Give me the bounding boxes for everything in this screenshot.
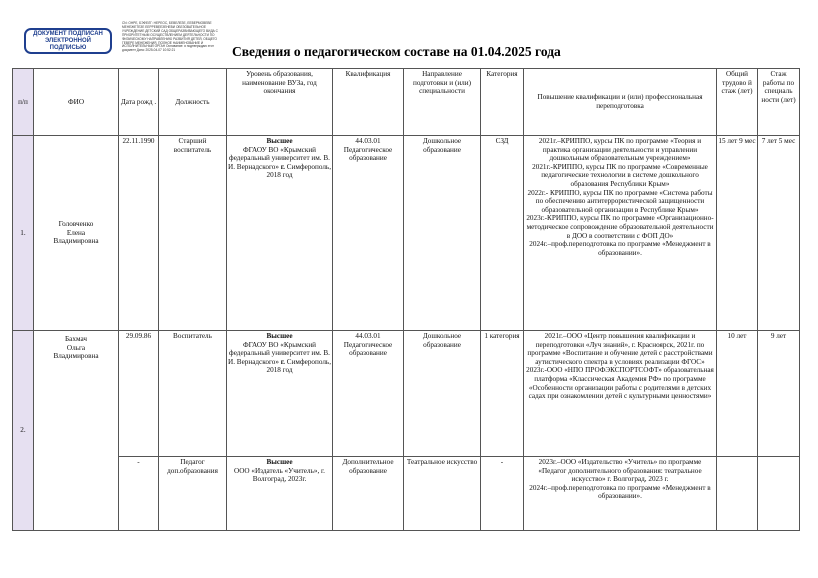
training-item: 2023г.-ООО «НПО ПРОФЭКСПОРТСОФТ» образовательная платформа «Классическая Академия РФ» по программе «Особенности организации работы с родителями в детских садах при ознакомлении детей с культурными ценностями» — [526, 366, 714, 401]
position: Старший воспитатель — [159, 136, 227, 331]
education-institution: ФГАОУ ВО «Крымский федеральный университет им. В. И. Вернадского» — [228, 145, 330, 171]
staff-table — [12, 68, 800, 531]
header-birth: Дата рожд . — [119, 69, 159, 136]
total-experience: 10 лет — [717, 331, 758, 457]
education-city-year: Симферополь, 2018 год — [266, 357, 332, 375]
stamp-line-2: ЭЛЕКТРОННОЙ ПОДПИСЬЮ — [45, 37, 91, 51]
specialty-experience: 9 лет — [758, 331, 800, 457]
category: СЗД — [481, 136, 524, 331]
header-education: Уровень образования, наименование ВУЗа, год окончания — [227, 69, 333, 136]
total-experience: 15 лет 9 мес — [717, 136, 758, 331]
education — [227, 136, 333, 331]
row-number: 2. — [13, 331, 34, 531]
training — [524, 457, 717, 531]
electronic-signature-stamp — [24, 28, 112, 54]
education-g: г. — [280, 162, 285, 171]
header-category: Категория — [481, 69, 524, 136]
qualification — [333, 136, 404, 331]
education-level: Высшее — [266, 332, 293, 340]
header-qualification: Квалификация — [333, 69, 404, 136]
direction: Дошкольное образование — [404, 136, 481, 331]
header-fio: ФИО — [34, 69, 119, 136]
qualification-code: 44.03.01 — [355, 137, 381, 145]
qualification-name: Педагогическое образование — [343, 145, 393, 163]
header-position: Должность — [159, 69, 227, 136]
training — [524, 136, 717, 331]
direction: Театральное искусство — [404, 457, 481, 531]
birth-date: 29.09.86 — [119, 331, 159, 457]
table-row — [13, 457, 800, 531]
table-row — [13, 136, 800, 331]
surname: Бахмач — [65, 335, 87, 343]
training — [524, 331, 717, 457]
education — [227, 331, 333, 457]
education — [227, 457, 333, 531]
qualification-name: Педагогическое образование — [343, 340, 393, 358]
stamp-line-1: ДОКУМЕНТ ПОДПИСАН — [33, 30, 103, 37]
header-total-experience: Общий трудово й стаж (лет) — [717, 69, 758, 136]
education-institution: ФГАОУ ВО «Крымский федеральный университет им. В. И. Вернадского» — [228, 340, 330, 366]
training-item: 2021г.–КРИППО, курсы ПК по программе «Теория и практика организации деятельности и управлении дошкольным образовательным учреждением» — [538, 137, 702, 163]
training-item: 2021г.–ООО «Центр повышения квалификации и переподготовки «Луч знаний», г. Красноярск, 2021г. по программе «Воспитание и обучение детей с расстройствами аутистического спектра в условиях реализации ФГОС» — [527, 332, 713, 366]
employee-name — [34, 136, 119, 331]
category: 1 категория — [481, 331, 524, 457]
header-training: Повышение квалификации и (или) профессиональная переподготовка — [524, 69, 717, 136]
qualification-code: 44.03.01 — [355, 332, 381, 340]
category: - — [481, 457, 524, 531]
education-city-year: Симферополь, 2018 год — [266, 162, 332, 180]
education-g: г. — [280, 357, 285, 366]
education-institution: ООО «Издатель «Учитель», г. Волгоград, 2023г. — [234, 466, 325, 484]
total-experience — [717, 457, 758, 531]
row-number: 1. — [13, 136, 34, 331]
direction: Дошкольное образование — [404, 331, 481, 457]
birth-date: 22.11.1990 — [119, 136, 159, 331]
qualification-name: Дополнительное образование — [342, 458, 394, 475]
employee-name — [34, 331, 119, 531]
qualification — [333, 457, 404, 531]
patronymic: Владимировна — [53, 352, 99, 361]
training-item: 2022г.- КРИППО, курсы ПК по программе «Система работы по обеспечению антитеррористической защищенности образовательной организации в Республике Крым» — [527, 188, 713, 214]
table-header-row — [13, 69, 800, 136]
specialty-experience — [758, 457, 800, 531]
header-specialty-experience: Стаж работы по специаль ности (лет) — [758, 69, 800, 136]
birth-date: - — [119, 457, 159, 531]
patronymic: Владимировна — [53, 237, 99, 246]
training-item: 2024г.–проф.переподготовка по программе «Менеджмент в образовании». — [529, 240, 711, 257]
training-item: 2023г.-КРИППО, курсы ПК по программе «Организационно-методическое сопровождение образовательной деятельности в ДОО в соответствии с ФОП ДО» — [526, 214, 714, 240]
header-direction: Направление подготовки и (или) специальности — [404, 69, 481, 136]
first-name: Ольга — [66, 343, 86, 352]
qualification — [333, 331, 404, 457]
training-item: 2024г.–проф.переподготовка по программе «Менеджмент в образовании». — [529, 483, 711, 501]
first-name: Елена — [66, 228, 86, 237]
surname: Головченко — [58, 220, 94, 229]
table-row — [13, 331, 800, 457]
education-level: Высшее — [266, 458, 293, 466]
header-num: п/п — [13, 69, 34, 136]
specialty-experience: 7 лет 5 мес — [758, 136, 800, 331]
position: Воспитатель — [159, 331, 227, 457]
position: Педагог доп.образования — [159, 457, 227, 531]
training-item: 2023г.–ООО «Издательство «Учитель» по программе «Педагог дополнительного образования: театральное искусство» г. Волгоград, 2023 г. — [538, 458, 702, 484]
education-level: Высшее — [266, 137, 293, 145]
signature-details: CN: ОНРЕ, БЭФЕЛГ: НЕРЕОС, БЕВЕЛЕЗЕ, ЕЕВЕРМОВЕВЕ МЕНЕЖЕТЕЗЕ ЕЕРРЕВЕЕЗЕНЕВИ ОБЕЗОВАТЕЛЬНОЕ УЧРЕЖДЕНИЕ ДЕТСКИЙ САД ОБЩЕРАЗВИВАЮЩЕГО ВИДА С ПРИОРИТЕТНЫМ ОСУЩЕСТВЛЕНИЕМ ДЕЯТЕЛЬНОСТИ ПО ФИЗИЧЕСКОМУ НАПРАВЛЕНИЮ РАЗВИТИЯ ДЕТЕЙ, ОБЩЕГО ГЕВЕРЕ МЕНЕЖЕНИЯ, ПОЛНОЕ НАИМЕНОВАНИЕ И ИСПОЛНИТЕЛЬНЫЙ ОРГАН Основание: я подтверждаю этот документ Дата: 2025-04-07 10:52:21 — [122, 21, 218, 53]
document-title: Сведения о педагогическом составе на 01.04.2025 года — [232, 44, 561, 59]
training-item: 2021г.-КРИППО, курсы ПК по программе «Современные педагогические технологии в системе дошкольного образования Республики Крым» — [532, 162, 708, 188]
